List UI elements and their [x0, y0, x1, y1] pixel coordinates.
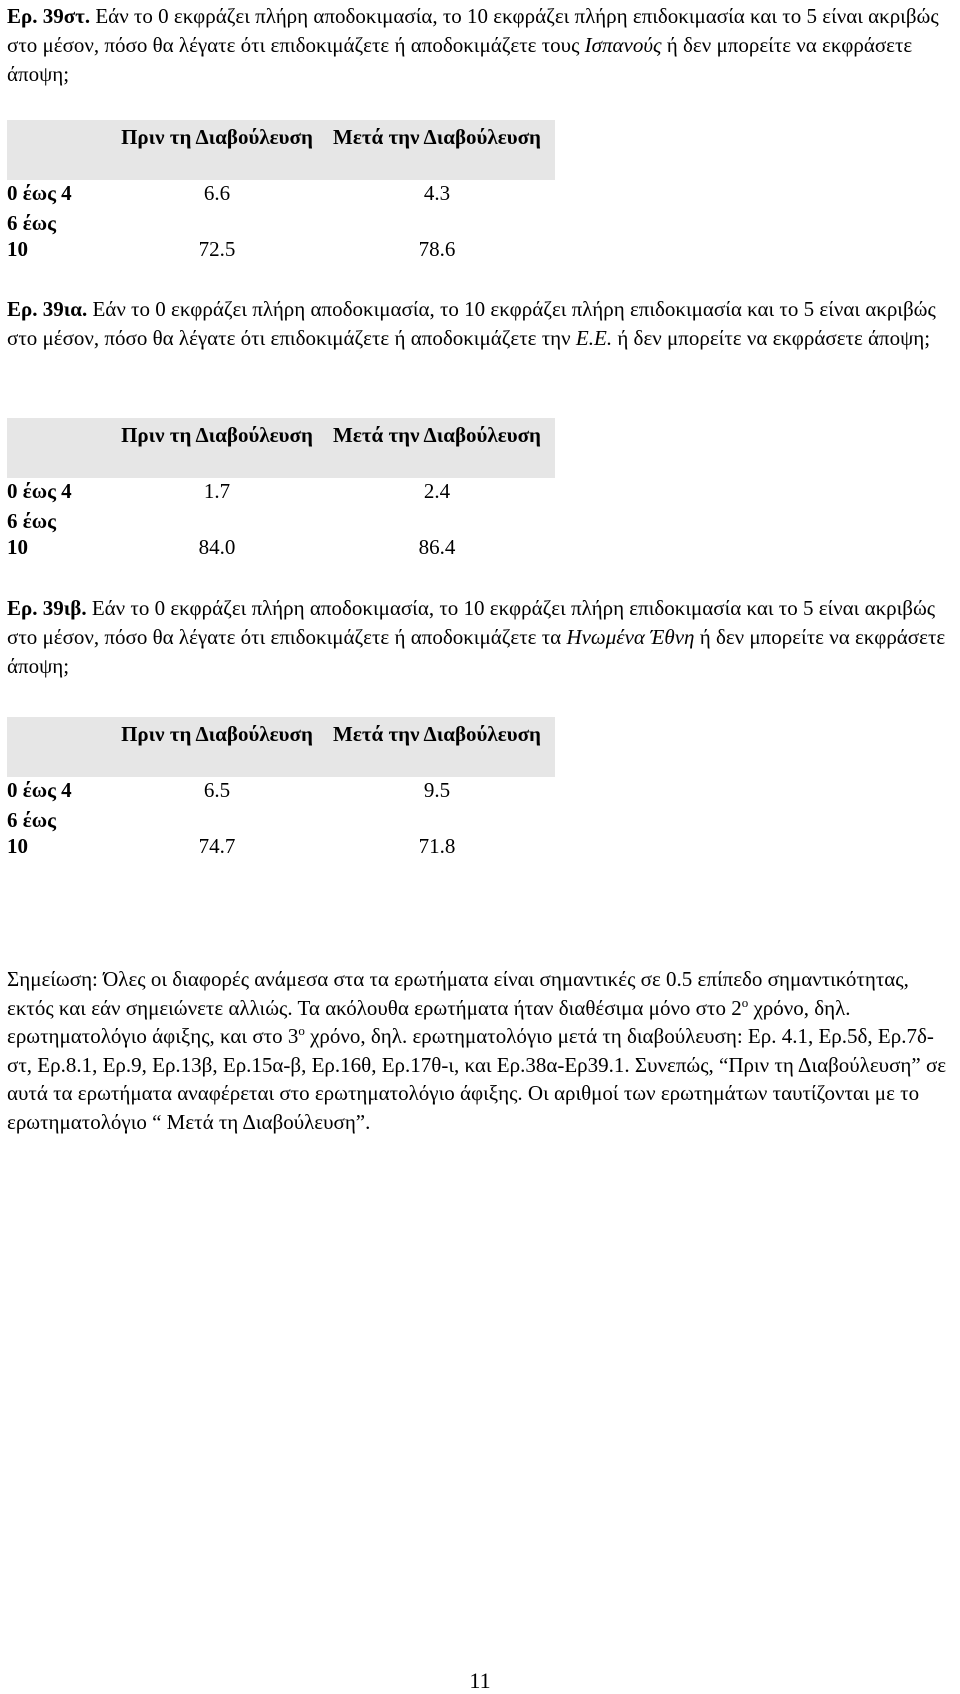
- question-subject: Ηνωμένα Έθνη: [566, 625, 695, 649]
- row-label: 6 έως 10: [7, 509, 56, 559]
- question-number: Ερ. 39ια.: [7, 297, 88, 321]
- note-superscript: ο: [298, 1023, 305, 1038]
- row-label: 6 έως 10: [7, 211, 56, 261]
- header-before: Πριν τη Διαβούλευση: [121, 722, 313, 746]
- note-text: χρόνο, δηλ. ερωτηματολόγιο άφιξης, και στο 3: [7, 995, 851, 1048]
- question-text: Εάν το 0 εκφράζει πλήρη αποδοκιμασία, το 10 εκφράζει πλήρη επιδοκιμασία και το 5 είναι ακριβώς στο μέσον, πόσο θα λέγατε ότι επιδοκιμάζετε ή αποδοκιμάζετε την: [7, 297, 936, 350]
- note-text: Σημείωση: Όλες οι διαφορές ανάμεσα στα τα ερωτήματα είναι σημαντικές σε 0.5 επίπεδο σημαντικότητας, εκτός και εάν σημειώνετε αλλιώς. Τα ακόλουθα ερωτήματα ήταν διαθέσιμα μόνο στο 2: [7, 967, 909, 1020]
- question-text-end: ή δεν μπορείτε να εκφράσετε άποψη;: [7, 625, 946, 678]
- row-label: 0 έως 4: [7, 181, 72, 205]
- table-row: [7, 210, 555, 266]
- value-after: 71.8: [418, 834, 456, 858]
- note-text: χρόνο, δηλ. ερωτηματολόγιο μετά τη διαβούλευση: Ερ. 4.1, Ερ.5δ, Ερ.7δ-στ, Ερ.8.1, Ερ.9, Ερ.13β, Ερ.15α-β, Ερ.16θ, Ερ.17θ-ι, και Ερ.38α-Ερ39.1. Συνεπώς, “Πριν τη Διαβούλευση” σε αυτά τα ερωτήματα αναφέρεται στο ερωτηματολόγιο άφιξης. Οι αριθμοί των ερωτημάτων ταυτίζονται με το ερωτηματολόγιο “ Μετά τη Διαβούλευση”.: [7, 1024, 947, 1134]
- page-number: 11: [469, 1668, 491, 1693]
- table-header: [7, 717, 555, 777]
- value-after: 86.4: [418, 535, 456, 559]
- question-subject: Ε.Ε.: [575, 326, 613, 350]
- question-39st: [7, 2, 952, 89]
- value-before: 6.5: [203, 778, 231, 802]
- table-row: [7, 508, 555, 564]
- question-text-end: ή δεν μπορείτε να εκφράσετε άποψη;: [612, 326, 931, 350]
- header-after: Μετά την Διαβούλευση: [333, 423, 541, 447]
- table-header: [7, 418, 555, 478]
- header-after: Μετά την Διαβούλευση: [333, 722, 541, 746]
- question-text: Εάν το 0 εκφράζει πλήρη αποδοκιμασία, το 10 εκφράζει πλήρη επιδοκιμασία και το 5 είναι ακριβώς στο μέσον, πόσο θα λέγατε ότι επιδοκιμάζετε ή αποδοκιμάζετε τα: [7, 596, 936, 649]
- results-table-39st: [7, 120, 555, 266]
- question-text: Εάν το 0 εκφράζει πλήρη αποδοκιμασία, το 10 εκφράζει πλήρη επιδοκιμασία και το 5 είναι ακριβώς στο μέσον, πόσο θα λέγατε ότι επιδοκιμάζετε ή αποδοκιμάζετε τους: [7, 4, 939, 57]
- value-before: 72.5: [198, 237, 236, 261]
- question-number: Ερ. 39ιβ.: [7, 596, 87, 620]
- row-label: 6 έως 10: [7, 808, 56, 858]
- results-table-39ia: [7, 418, 555, 564]
- header-before: Πριν τη Διαβούλευση: [121, 125, 313, 149]
- value-after: 78.6: [418, 237, 456, 261]
- row-label: 0 έως 4: [7, 778, 72, 802]
- value-after: 2.4: [423, 479, 451, 503]
- table-row: [7, 807, 555, 863]
- value-before: 74.7: [198, 834, 236, 858]
- value-after: 9.5: [423, 778, 451, 802]
- value-before: 6.6: [203, 181, 231, 205]
- table-header: [7, 120, 555, 180]
- header-after: Μετά την Διαβούλευση: [333, 125, 541, 149]
- value-before: 1.7: [203, 479, 231, 503]
- note-superscript: ο: [741, 994, 749, 1010]
- table-row: [7, 777, 555, 807]
- significance-note: [7, 965, 952, 1136]
- value-after: 4.3: [423, 181, 451, 205]
- results-table-39ib: [7, 717, 555, 863]
- table-row: [7, 478, 555, 508]
- question-number: Ερ. 39στ.: [7, 4, 91, 28]
- header-before: Πριν τη Διαβούλευση: [121, 423, 313, 447]
- question-subject: Ισπανούς: [584, 33, 662, 57]
- table-row: [7, 180, 555, 210]
- question-text-end: ή δεν μπορείτε να εκφράσετε άποψη;: [7, 33, 913, 86]
- value-before: 84.0: [198, 535, 236, 559]
- question-39ib: [7, 594, 952, 681]
- row-label: 0 έως 4: [7, 479, 72, 503]
- question-39ia: [7, 295, 952, 353]
